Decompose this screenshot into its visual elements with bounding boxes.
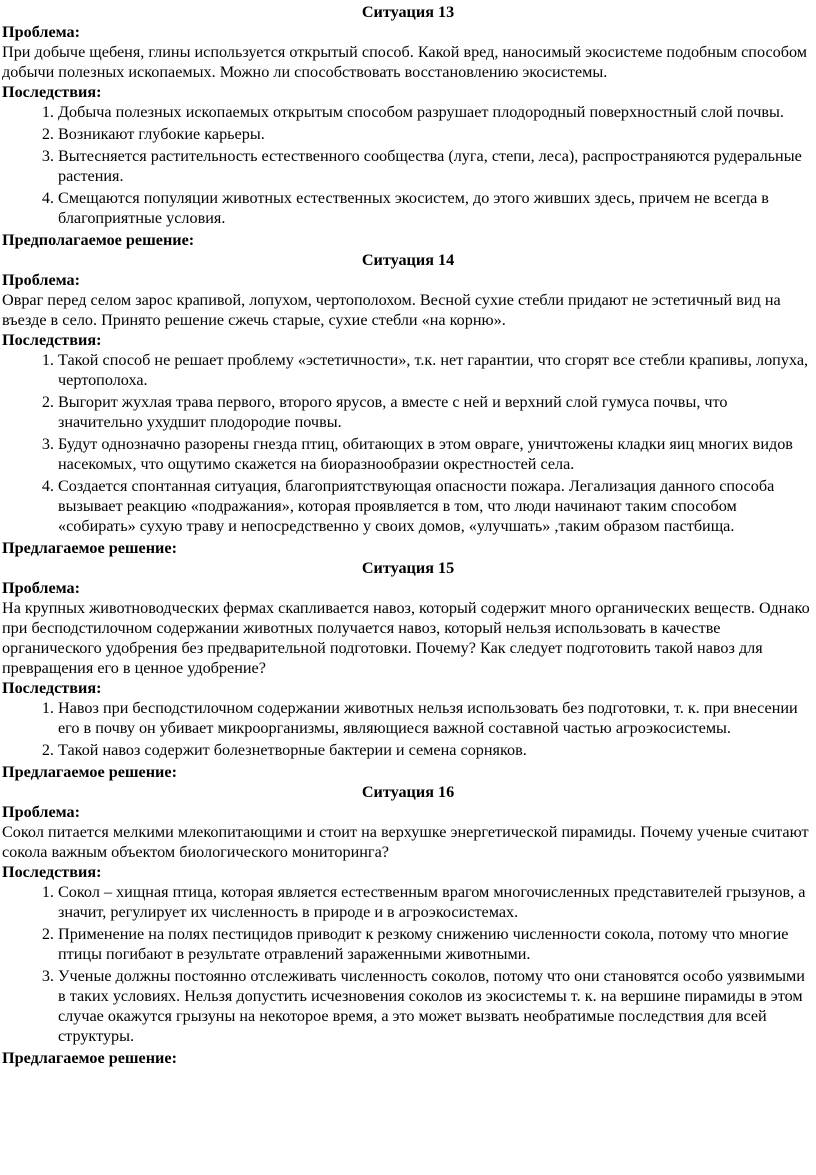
situation-title: Ситуация 16 (361, 783, 455, 801)
list-item: 3. Будут однозначно разорены гнезда птиц, обитающих в этом овраге, уничтожены кладки яиц многих видов насекомых, что ощутимо скажется на биоразнообразии окрестностей села. (58, 434, 814, 474)
list-item: 3. Вытесняется растительность естественного сообщества (луга, степи, леса), распространяются рудеральные растения. (58, 146, 814, 186)
list-item: 2. Выгорит жухлая трава первого, второго ярусов, а вместе с ней и верхний слой гумуса почвы, что значительно ухудшит плодородие почвы. (58, 392, 814, 432)
solution-label: Предлагаемое решение: (2, 539, 177, 557)
consequences-label: Последствия: (2, 83, 102, 101)
list-item: 3. Ученые должны постоянно отслеживать численность соколов, потому что они становятся особо уязвимыми в таких условиях. Нельзя допустить исчезновения соколов из экосистемы т. к. на вершине пирамиды в этом случае окажутся грызуны на некоторое время, а это может вызвать необратимые последствия для всей структуры. (58, 966, 814, 1046)
list-item: 1. Сокол – хищная птица, которая является естественным врагом многочисленных представителей грызунов, а значит, регулирует их численность в природе и в агроэкосистемах. (58, 882, 814, 922)
problem-label: Проблема: (2, 803, 81, 821)
list-item: 1. Добыча полезных ископаемых открытым способом разрушает плодородный поверхностный слой почвы. (58, 102, 814, 122)
situation-14 (2, 250, 814, 558)
list-item: 2. Возникают глубокие карьеры. (58, 124, 814, 144)
problem-text: На крупных животноводческих фермах скапливается навоз, который содержит много органических веществ. Однако при бесподстилочном содержании животных получается навоз, который нельзя использовать в качестве органического удобрения без предварительной подготовки. Почему? Как следует подготовить такой навоз для превращения его в ценное удобрение? (2, 599, 810, 677)
problem-label: Проблема: (2, 271, 81, 289)
situation-title: Ситуация 14 (361, 251, 455, 269)
problem-label: Проблема: (2, 23, 81, 41)
problem-text: При добыче щебеня, глины используется открытый способ. Какой вред, наносимый экосистеме подобным способом добычи полезных ископаемых. Можно ли способствовать восстановлению экосистемы. (2, 43, 807, 81)
solution-label: Предполагаемое решение: (2, 231, 195, 249)
list-item: 2. Применение на полях пестицидов приводит к резкому снижению численности сокола, потому что многие птицы погибают в результате отравлений зараженными животными. (58, 924, 814, 964)
list-item: 1. Такой способ не решает проблему «эстетичности», т.к. нет гарантии, что сгорят все стебли крапивы, лопуха, чертополоха. (58, 350, 814, 390)
situation-13 (2, 2, 814, 250)
situation-16 (2, 782, 814, 1068)
situation-15 (2, 558, 814, 782)
list-item: 4. Создается спонтанная ситуация, благоприятствующая опасности пожара. Легализация данного способа вызывает реакцию «подражания», которая проявляется в том, что люди начинают таким способом «собирать» сухую траву и непосредственно у своих домов, «улучшать» ,таким образом пастбища. (58, 476, 814, 536)
solution-label: Предлагаемое решение: (2, 763, 177, 781)
list-item: 1. Навоз при бесподстилочном содержании животных нельзя использовать без подготовки, т. к. при внесении его в почву он убивает микроорганизмы, являющиеся важной составной частью агроэкосистемы. (58, 698, 814, 738)
consequences-list (2, 350, 814, 536)
problem-label: Проблема: (2, 579, 81, 597)
solution-label: Предлагаемое решение: (2, 1049, 177, 1067)
consequences-list (2, 698, 814, 760)
problem-text: Сокол питается мелкими млекопитающими и стоит на верхушке энергетической пирамиды. Почему ученые считают сокола важным объектом биологического мониторинга? (2, 823, 809, 861)
consequences-label: Последствия: (2, 863, 102, 881)
situation-title: Ситуация 15 (361, 559, 455, 577)
consequences-list (2, 882, 814, 1046)
problem-text: Овраг перед селом зарос крапивой, лопухом, чертополохом. Весной сухие стебли придают не эстетичный вид на въезде в село. Принято решение сжечь старые, сухие стебли «на корню». (2, 291, 781, 329)
situation-title: Ситуация 13 (361, 3, 455, 21)
list-item: 2. Такой навоз содержит болезнетворные бактерии и семена сорняков. (58, 740, 814, 760)
consequences-list (2, 102, 814, 228)
consequences-label: Последствия: (2, 331, 102, 349)
list-item: 4. Смещаются популяции животных естественных экосистем, до этого живших здесь, причем не всегда в благоприятные условия. (58, 188, 814, 228)
consequences-label: Последствия: (2, 679, 102, 697)
